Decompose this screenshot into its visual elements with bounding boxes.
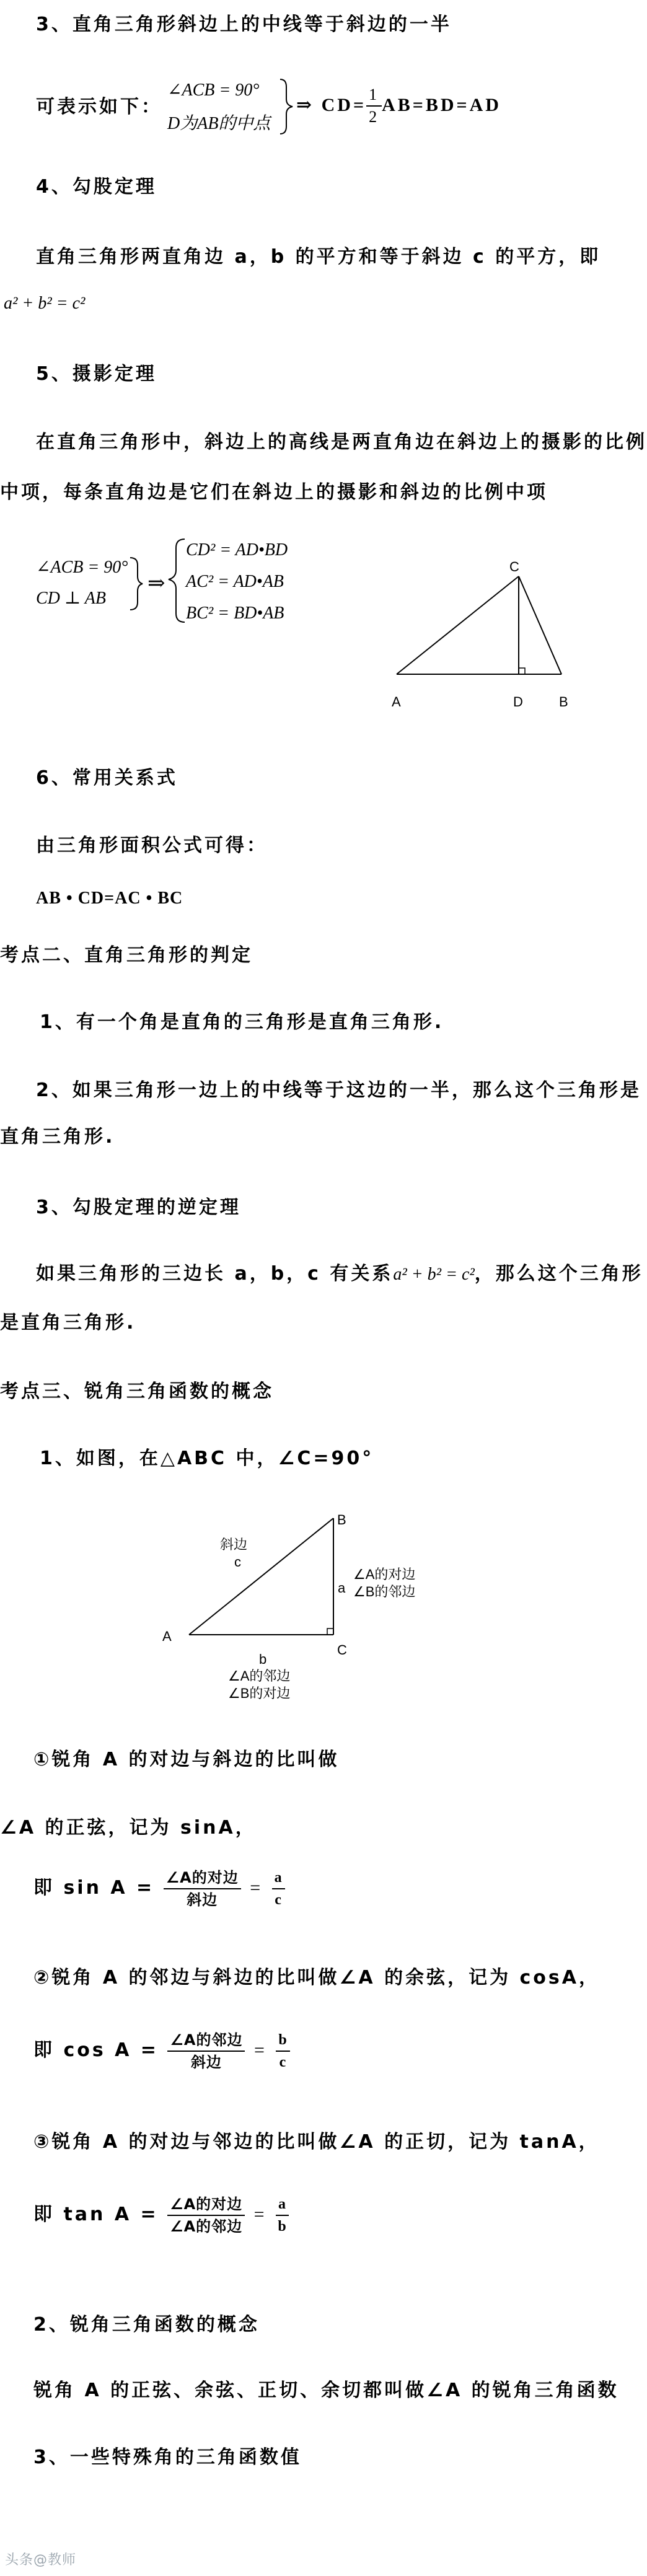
k3-opp-a-label: ∠A的对边	[353, 1567, 416, 1582]
s3-half-num: 1	[366, 84, 382, 107]
k2-converse-text-post: ，那么这个三角形	[474, 1263, 643, 1285]
s3-intro: 可表示如下：	[36, 96, 162, 118]
k3-point-2-text: 锐角 A 的正弦、余弦、正切、余切都叫做∠A 的锐角三角函数	[33, 2380, 619, 2401]
s5-equation-1: CD² = AD•BD	[186, 540, 288, 560]
k3-point-1: 1、如图，在△ABC 中，∠C=90°	[40, 1448, 374, 1469]
s5-text-line-1: 在直角三角形中，斜边上的高线是两直角边在斜边上的摄影的比例	[36, 431, 647, 453]
k3-cosine-rden: c	[279, 2054, 287, 2070]
k3-cosine-lhs: 即 cos A =	[33, 2039, 159, 2061]
s6-area-formula: AB • CD=AC • BC	[36, 889, 183, 908]
k2-point-3: 3、勾股定理的逆定理	[36, 1197, 241, 1218]
kaodian-2-title: 考点二、直角三角形的判定	[0, 944, 253, 966]
k3-sine-word-fraction	[164, 1867, 241, 1910]
k3-sine-text-1: ①锐角 A 的对边与斜边的比叫做	[33, 1749, 340, 1770]
k3-tangent-lhs: 即 tan A =	[33, 2204, 159, 2225]
k2-point-2-line-2: 直角三角形.	[0, 1126, 115, 1148]
k3-sine-formula: 即 sin A = $\frac{\text{∠A的对边}}{\text{斜边}}$ = $\frac{a}{c}$	[33, 1865, 285, 1911]
s6-text: 由三角形面积公式可得：	[36, 835, 268, 856]
kaodian-3-title: 考点三、锐角三角函数的概念	[0, 1381, 274, 1402]
k3-hypotenuse-label: 斜边	[220, 1537, 248, 1552]
section-3-title: 3、直角三角形斜边上的中线等于斜边的一半	[36, 14, 452, 35]
k2-converse-formula: a² + b² = c²	[393, 1265, 475, 1284]
k3-hypotenuse-c: c	[234, 1554, 241, 1570]
k3-tangent-den: ∠A的邻边	[170, 2217, 243, 2235]
k2-point-4-line-2: 是直角三角形.	[0, 1312, 136, 1334]
k3-cosine-den: 斜边	[190, 2053, 222, 2071]
k3-label-a-vertex: A	[162, 1629, 172, 1644]
s3-half-den: 2	[369, 107, 380, 126]
s5-label-b: B	[559, 694, 568, 710]
k3-sine-rden: c	[275, 1891, 282, 1908]
k3-point-3-title: 3、一些特殊角的三角函数值	[33, 2446, 302, 2468]
k3-sine-text-2: ∠A 的正弦，记为 sinA，	[0, 1817, 257, 1839]
k3-sine-lhs: 即 sin A =	[33, 1877, 155, 1899]
k2-point-1: 1、有一个角是直角的三角形是直角三角形.	[40, 1011, 444, 1033]
s5-label-d: D	[513, 694, 523, 710]
k3-opp-b-label: ∠B的对边	[228, 1686, 291, 1701]
s5-text-line-2: 中项，每条直角边是它们在斜边上的摄影和斜边的比例中项	[0, 481, 548, 503]
k3-point-2-title: 2、锐角三角函数的概念	[33, 2314, 260, 2336]
s5-condition-2: CD ⊥ AB	[36, 589, 106, 608]
k3-side-a: a	[338, 1580, 346, 1596]
s3-implies: ⇒ CD=	[296, 95, 367, 115]
section-6-title: 6、常用关系式	[36, 767, 178, 789]
k3-cosine-rnum: b	[276, 2029, 289, 2052]
k3-tangent-formula: 即 tan A = $\frac{\text{∠A的对边}}{\text{∠A的邻边}}$ = $\frac{a}{b}$	[33, 2192, 289, 2238]
s5-implies-arrow: ⇒	[147, 572, 168, 595]
k3-adj-b-label: ∠B的邻边	[353, 1584, 416, 1599]
s5-condition-1: ∠ACB = 90°	[36, 558, 128, 577]
s5-label-a: A	[392, 694, 401, 710]
s5-label-c: C	[509, 559, 519, 574]
k3-tangent-rnum: a	[276, 2194, 289, 2216]
k3-cosine-formula: 即 cos A = $\frac{\text{∠A的邻边}}{\text{斜边}}$ = $\frac{b}{c}$	[33, 2028, 290, 2073]
s3-condition-1: ∠ACB = 90°	[167, 81, 260, 100]
k3-tangent-num: ∠A的对边	[167, 2194, 245, 2216]
watermark: 头条@教师	[5, 2552, 77, 2568]
section-4-title: 4、勾股定理	[36, 176, 157, 198]
k3-sine-den: 斜边	[187, 1891, 218, 1909]
k2-converse-text-pre: 如果三角形的三边长 a，b，c 有关系	[36, 1263, 394, 1285]
k3-cosine-text: ②锐角 A 的邻边与斜边的比叫做∠A 的余弦，记为 cosA，	[33, 1967, 600, 1989]
s5-equation-3: BC² = BD•AB	[186, 604, 284, 623]
k3-tangent-letter-fraction	[276, 2194, 289, 2237]
k3-label-c-vertex: C	[337, 1642, 347, 1658]
s4-text: 直角三角形两直角边 a，b 的平方和等于斜边 c 的平方，即	[36, 246, 601, 268]
k3-sine-rnum: a	[272, 1867, 285, 1889]
k3-sine-num: ∠A的对边	[164, 1867, 241, 1889]
k3-tangent-word-fraction	[167, 2194, 245, 2237]
k3-cosine-num: ∠A的邻边	[167, 2029, 245, 2052]
k3-sine-letter-fraction	[272, 1867, 285, 1910]
s4-pythagorean-formula: a² + b² = c²	[4, 294, 86, 313]
k3-cosine-letter-fraction	[276, 2029, 289, 2073]
s3-result-equality: AB=BD=AD	[382, 95, 501, 115]
k3-adj-a-label: ∠A的邻边	[228, 1668, 291, 1684]
section-5-title: 5、摄影定理	[36, 363, 157, 385]
s3-condition-2: D为AB的中点	[167, 114, 271, 133]
k3-tangent-rden: b	[278, 2218, 287, 2235]
k3-side-b: b	[259, 1651, 267, 1667]
k2-point-2-line-1: 2、如果三角形一边上的中线等于这边的一半，那么这个三角形是	[36, 1079, 641, 1101]
s5-equation-2: AC² = AD•AB	[186, 572, 284, 591]
k3-label-b-vertex: B	[337, 1512, 346, 1528]
k3-cosine-word-fraction	[167, 2029, 245, 2073]
k3-tangent-text: ③锐角 A 的对边与邻边的比叫做∠A 的正切，记为 tanA，	[33, 2131, 600, 2153]
